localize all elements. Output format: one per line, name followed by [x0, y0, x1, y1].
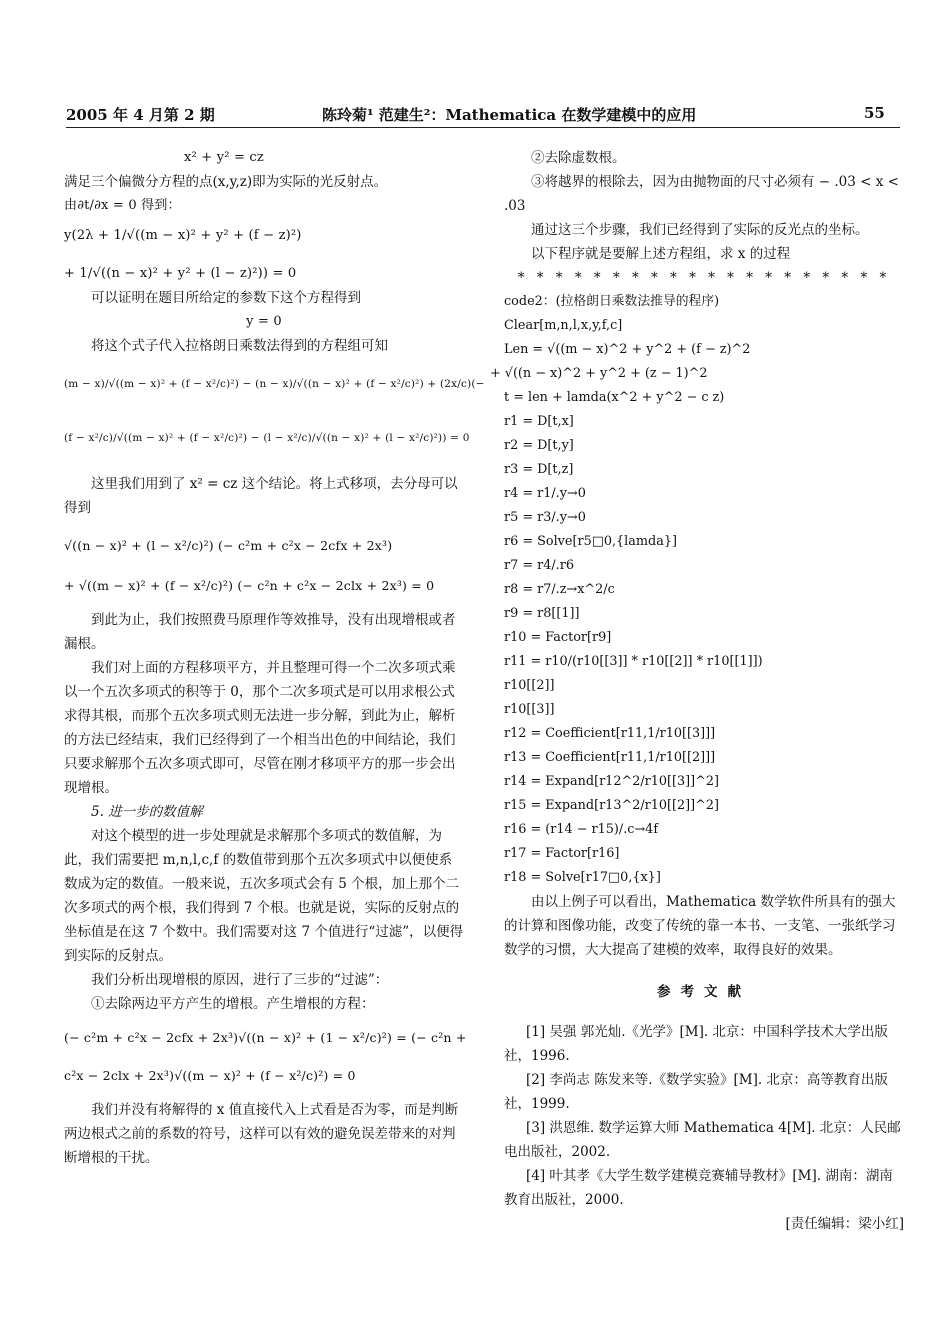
- reference-item: [3] 洪恩维. 数学运算大师 Mathematica 4[M]. 北京：人民邮电出版社，2002.: [504, 1120, 901, 1160]
- references-title: 参考文献: [657, 984, 751, 1000]
- formula-y-eq-1: y(2λ + 1/√((m − x)² + y² + (f − z)²): [64, 228, 302, 243]
- paragraph: ②去除虚数根。: [531, 150, 626, 166]
- code-line: r14 = Expand[r12^2/r10[[3]]^2]: [504, 774, 720, 789]
- reference-item: [4] 叶其孝《大学生数学建模竞赛辅导教材》[M]. 湖南：湖南教育出版社，2000.: [504, 1168, 893, 1208]
- code-line: r9 = r8[[1]]: [504, 606, 580, 621]
- paragraph-conclusion: 由以上例子可以看出，Mathematica 数学软件所具有的强大的计算和图像功能，改变了传统的靠一本书、一支笔、一张纸学习数学的习惯，大大提高了建模的效率，取得良好的效果。: [504, 894, 896, 958]
- header-issue: 2005 年 4 月第 2 期: [66, 106, 215, 124]
- code-line: r18 = Solve[r17□0,{x}]: [504, 870, 661, 885]
- code-line: r11 = r10/(r10[[3]] * r10[[2]] * r10[[1]]): [504, 654, 763, 669]
- paragraph: 可以证明在题目所给定的参数下这个方程得到: [91, 290, 361, 306]
- code-line: r2 = D[t,y]: [504, 438, 574, 453]
- formula-y-zero: y = 0: [246, 314, 282, 329]
- code-line: r6 = Solve[r5□0,{lamda}]: [504, 534, 677, 549]
- paragraph: 通过这三个步骤，我们已经得到了实际的反光点的坐标。: [531, 222, 869, 238]
- code-line: r10[[3]]: [504, 702, 555, 717]
- code-line: Clear[m,n,l,x,y,f,c]: [504, 318, 623, 333]
- paragraph: 我们对上面的方程移项平方，并且整理可得一个二次多项式乘以一个五次多项式的积等于 0，那个二次多项式是可以用求根公式求得其根，而那个五次多项式则无法进一步分解，到此为止，解析的方法已经结束，我们已经得到了一个相当出色的中间结论，我们只要求解那个五次多项式即可，尽管在刚才移项平方的那一步会出现增根。: [64, 660, 456, 796]
- separator-stars: * * * * * * * * * * * * * * * * * * * *: [517, 270, 891, 286]
- paragraph: 到此为止，我们按照费马原理作等效推导，没有出现增根或者漏根。: [64, 612, 456, 652]
- formula-moved-2: + √((m − x)² + (f − x²/c)²) (− c²n + c²x − 2clx + 2x³) = 0: [64, 578, 435, 593]
- code-line: r10 = Factor[r9]: [504, 630, 612, 645]
- formula-moved-1: √((n − x)² + (l − x²/c)²) (− c²m + c²x − 2cfx + 2x³): [64, 538, 393, 553]
- paragraph: 这里我们用到了 x² = cz 这个结论。将上式移项，去分母可以得到: [64, 476, 458, 516]
- code-line: Len = √((m − x)^2 + y^2 + (f − z)^2: [504, 342, 751, 357]
- formula-derivative: 由∂t/∂x = 0 得到：: [64, 198, 181, 213]
- formula-lagrange-2: (f − x²/c)/√((m − x)² + (f − x²/c)²) − (l − x²/c)/√((n − x)² + (l − x²/c)²)) = 0: [64, 432, 470, 444]
- paragraph: ③将越界的根除去，因为由抛物面的尺寸必须有 − .03 < x < .03: [504, 174, 899, 214]
- code-line: r13 = Coefficient[r11,1/r10[[2]]]: [504, 750, 716, 765]
- header-rule: [66, 127, 900, 128]
- right-column: [490, 146, 904, 1236]
- header-page-number: 55: [864, 104, 885, 122]
- paragraph: 我们分析出现增根的原因，进行了三步的“过滤”：: [91, 972, 389, 988]
- formula-extraneous-1: (− c²m + c²x − 2cfx + 2x³)√((n − x)² + (1 − x²/c)²) = (− c²n +: [64, 1030, 467, 1045]
- code-line: r17 = Factor[r16]: [504, 846, 620, 861]
- code-line: r7 = r4/.r6: [504, 558, 575, 573]
- code-line: r16 = (r14 − r15)/.c→4f: [504, 822, 659, 837]
- section-heading: 5. 进一步的数值解: [91, 804, 203, 820]
- formula-y-eq-2: + 1/√((n − x)² + y² + (l − z)²)) = 0: [64, 266, 297, 281]
- paragraph: ①去除两边平方产生的增根。产生增根的方程：: [91, 996, 375, 1012]
- code-line: r12 = Coefficient[r11,1/r10[[3]]]: [504, 726, 716, 741]
- code-line: r5 = r3/.y→0: [504, 510, 586, 525]
- code-line: r15 = Expand[r13^2/r10[[2]]^2]: [504, 798, 720, 813]
- paragraph: 对这个模型的进一步处理就是求解那个多项式的数值解，为此，我们需要把 m,n,l,c,f 的数值带到那个五次多项式中以便使系数成为定的数值。一般来说，五次多项式会有 5 个根，加上那个二次多项式的两个根，我们得到 7 个根。也就是说，实际的反射点的坐标值是在这 7 个数中。我们需要对这 7 个值进行“过滤”，以便得到实际的反射点。: [64, 828, 464, 964]
- formula-paraboloid: x² + y² = cz: [184, 150, 264, 165]
- code-line: r10[[2]]: [504, 678, 555, 693]
- reference-item: [1] 吴强 郭光灿.《光学》[M]. 北京：中国科学技术大学出版社，1996.: [504, 1024, 888, 1064]
- code-line: r4 = r1/.y→0: [504, 486, 586, 501]
- code-line: r3 = D[t,z]: [504, 462, 574, 477]
- code-line: code2：(拉格朗日乘数法推导的程序): [504, 294, 720, 309]
- paragraph: 将这个式子代入拉格朗日乘数法得到的方程组可知: [91, 338, 388, 354]
- code-line: r8 = r7/.z→x^2/c: [504, 582, 615, 597]
- code-line: t = len + lamda(x^2 + y^2 − c z): [504, 390, 725, 405]
- paragraph: 以下程序就是要解上述方程组，求 x 的过程: [531, 246, 791, 262]
- code-line: + √((n − x)^2 + y^2 + (z − 1)^2: [490, 366, 708, 381]
- code-line: r1 = D[t,x]: [504, 414, 574, 429]
- formula-extraneous-2: c²x − 2clx + 2x³)√((m − x)² + (f − x²/c)²) = 0: [64, 1068, 356, 1083]
- left-column: [64, 146, 485, 1170]
- paragraph: 满足三个偏微分方程的点(x,y,z)即为实际的光反射点。: [64, 174, 388, 190]
- formula-lagrange-1: (m − x)/√((m − x)² + (f − x²/c)²) − (n − x)/√((n − x)² + (f − x²/c)²) + (2x/c)(−: [64, 378, 485, 390]
- paragraph: 我们并没有将解得的 x 值直接代入上式看是否为零，而是判断两边根式之前的系数的符号，这样可以有效的避免误差带来的对判断增根的干扰。: [64, 1102, 459, 1166]
- header-title: 陈玲菊¹ 范建生²：Mathematica 在数学建模中的应用: [322, 106, 697, 124]
- reference-item: [2] 李尚志 陈发来等.《数学实验》[M]. 北京：高等教育出版社，1999.: [504, 1072, 888, 1112]
- responsible-editor: [责任编辑：梁小红]: [785, 1216, 904, 1232]
